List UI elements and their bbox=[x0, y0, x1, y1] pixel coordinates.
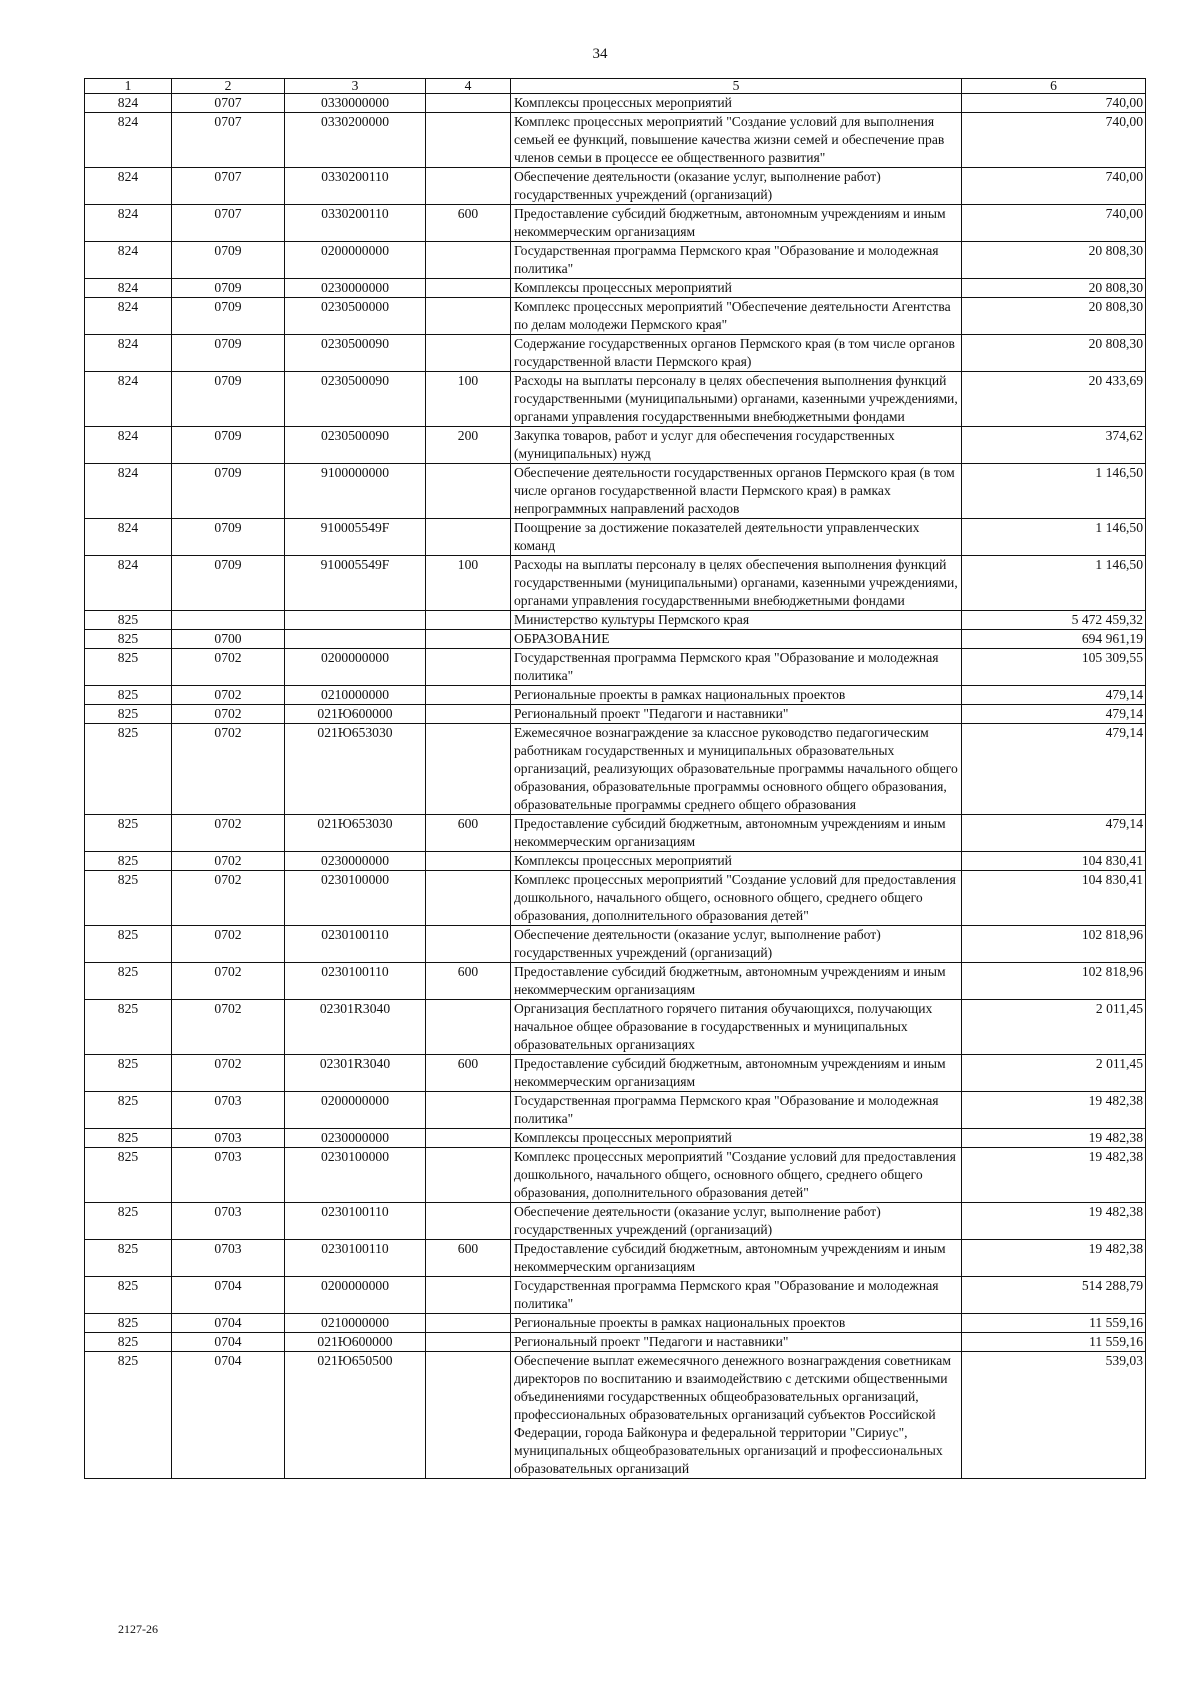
target-article-code-cell: 0230500090 bbox=[285, 335, 426, 372]
item-description-cell: Предоставление субсидий бюджетным, автономным учреждениям и иным некоммерческим организациям bbox=[511, 1240, 962, 1277]
target-article-code-cell: 0330200110 bbox=[285, 168, 426, 205]
item-description-cell: Расходы на выплаты персоналу в целях обеспечения выполнения функций государственными (муниципальными) органами, казенными учреждениями, органами управления государственными внебюджетными фондами bbox=[511, 372, 962, 427]
expense-type-code-cell bbox=[426, 705, 511, 724]
target-article-code-cell: 02301R3040 bbox=[285, 1055, 426, 1092]
item-description-cell: Комплексы процессных мероприятий bbox=[511, 1129, 962, 1148]
section-code-cell: 0702 bbox=[172, 1000, 285, 1055]
item-description-cell: Региональные проекты в рамках национальных проектов bbox=[511, 686, 962, 705]
target-article-code-cell: 0230000000 bbox=[285, 279, 426, 298]
amount-cell: 20 808,30 bbox=[962, 242, 1146, 279]
ministry-code-cell: 824 bbox=[85, 372, 172, 427]
target-article-code-cell: 0230100000 bbox=[285, 871, 426, 926]
amount-cell: 102 818,96 bbox=[962, 926, 1146, 963]
item-description-cell: Обеспечение деятельности государственных органов Пермского края (в том числе органов государственной власти Пермского края) в рамках непрограммных направлений расходов bbox=[511, 464, 962, 519]
section-code-cell: 0702 bbox=[172, 705, 285, 724]
expense-type-code-cell: 100 bbox=[426, 556, 511, 611]
target-article-code-cell: 0230100110 bbox=[285, 926, 426, 963]
ministry-code-cell: 824 bbox=[85, 335, 172, 372]
expense-type-code-cell bbox=[426, 926, 511, 963]
amount-cell: 694 961,19 bbox=[962, 630, 1146, 649]
table-row bbox=[85, 630, 1146, 649]
section-code-cell: 0707 bbox=[172, 205, 285, 242]
table-row bbox=[85, 427, 1146, 464]
ministry-code-cell: 824 bbox=[85, 298, 172, 335]
amount-cell: 740,00 bbox=[962, 168, 1146, 205]
section-code-cell: 0702 bbox=[172, 852, 285, 871]
table-row bbox=[85, 1000, 1146, 1055]
table-row bbox=[85, 372, 1146, 427]
section-code-cell: 0707 bbox=[172, 168, 285, 205]
ministry-code-cell: 825 bbox=[85, 1148, 172, 1203]
target-article-code-cell: 0330000000 bbox=[285, 94, 426, 113]
table-row bbox=[85, 464, 1146, 519]
expense-type-code-cell: 600 bbox=[426, 963, 511, 1000]
expense-type-code-cell: 600 bbox=[426, 1055, 511, 1092]
item-description-cell: Обеспечение деятельности (оказание услуг, выполнение работ) государственных учреждений (организаций) bbox=[511, 1203, 962, 1240]
item-description-cell: Комплекс процессных мероприятий "Создание условий для предоставления дошкольного, начального общего, основного общего, среднего общего образования, дополнительного образования детей" bbox=[511, 871, 962, 926]
table-row bbox=[85, 1129, 1146, 1148]
section-code-cell: 0703 bbox=[172, 1148, 285, 1203]
target-article-code-cell: 910005549F bbox=[285, 556, 426, 611]
section-code-cell: 0702 bbox=[172, 926, 285, 963]
item-description-cell: Государственная программа Пермского края "Образование и молодежная политика" bbox=[511, 649, 962, 686]
target-article-code-cell: 0230100110 bbox=[285, 1240, 426, 1277]
table-row bbox=[85, 724, 1146, 815]
table-row bbox=[85, 1148, 1146, 1203]
target-article-code-cell: 0330200000 bbox=[285, 113, 426, 168]
table-row bbox=[85, 871, 1146, 926]
target-article-code-cell: 0210000000 bbox=[285, 1314, 426, 1333]
table-row bbox=[85, 1055, 1146, 1092]
item-description-cell: Содержание государственных органов Пермского края (в том числе органов государственной власти Пермского края) bbox=[511, 335, 962, 372]
item-description-cell: Предоставление субсидий бюджетным, автономным учреждениям и иным некоммерческим организациям bbox=[511, 205, 962, 242]
ministry-code-cell: 824 bbox=[85, 427, 172, 464]
table-row bbox=[85, 963, 1146, 1000]
amount-cell: 479,14 bbox=[962, 815, 1146, 852]
section-code-cell: 0709 bbox=[172, 298, 285, 335]
target-article-code-cell bbox=[285, 611, 426, 630]
column-header-6: 6 bbox=[962, 79, 1146, 94]
amount-cell: 20 808,30 bbox=[962, 298, 1146, 335]
section-code-cell: 0703 bbox=[172, 1203, 285, 1240]
section-code-cell: 0707 bbox=[172, 94, 285, 113]
item-description-cell: Комплексы процессных мероприятий bbox=[511, 852, 962, 871]
item-description-cell: Комплексы процессных мероприятий bbox=[511, 279, 962, 298]
table-row bbox=[85, 611, 1146, 630]
target-article-code-cell: 0230000000 bbox=[285, 852, 426, 871]
amount-cell: 479,14 bbox=[962, 705, 1146, 724]
amount-cell: 740,00 bbox=[962, 94, 1146, 113]
section-code-cell: 0709 bbox=[172, 372, 285, 427]
table-row bbox=[85, 926, 1146, 963]
item-description-cell: Обеспечение деятельности (оказание услуг, выполнение работ) государственных учреждений (организаций) bbox=[511, 168, 962, 205]
expense-type-code-cell bbox=[426, 630, 511, 649]
target-article-code-cell: 0230000000 bbox=[285, 1129, 426, 1148]
table-row bbox=[85, 94, 1146, 113]
section-code-cell: 0703 bbox=[172, 1240, 285, 1277]
table-row bbox=[85, 1203, 1146, 1240]
item-description-cell: Региональный проект "Педагоги и наставники" bbox=[511, 705, 962, 724]
amount-cell: 740,00 bbox=[962, 113, 1146, 168]
expense-type-code-cell bbox=[426, 335, 511, 372]
ministry-code-cell: 825 bbox=[85, 1092, 172, 1129]
ministry-code-cell: 825 bbox=[85, 649, 172, 686]
amount-cell: 374,62 bbox=[962, 427, 1146, 464]
expense-type-code-cell bbox=[426, 168, 511, 205]
section-code-cell: 0702 bbox=[172, 815, 285, 852]
amount-cell: 19 482,38 bbox=[962, 1129, 1146, 1148]
table-row bbox=[85, 1240, 1146, 1277]
section-code-cell: 0702 bbox=[172, 686, 285, 705]
amount-cell: 20 433,69 bbox=[962, 372, 1146, 427]
table-row bbox=[85, 686, 1146, 705]
target-article-code-cell: 0230500000 bbox=[285, 298, 426, 335]
target-article-code-cell: 021Ю650500 bbox=[285, 1352, 426, 1479]
ministry-code-cell: 824 bbox=[85, 279, 172, 298]
table-row bbox=[85, 1092, 1146, 1129]
section-code-cell bbox=[172, 611, 285, 630]
table-row bbox=[85, 113, 1146, 168]
section-code-cell: 0702 bbox=[172, 963, 285, 1000]
ministry-code-cell: 824 bbox=[85, 113, 172, 168]
item-description-cell: Министерство культуры Пермского края bbox=[511, 611, 962, 630]
ministry-code-cell: 824 bbox=[85, 205, 172, 242]
column-header-2: 2 bbox=[172, 79, 285, 94]
item-description-cell: Обеспечение выплат ежемесячного денежного вознаграждения советникам директоров по воспитанию и взаимодействию с детскими общественными объединениями государственных общеобразовательных организаций, профессиональных образовательных организаций субъектов Российской Федерации, города Байконура и федеральной территории "Сириус", муниципальных общеобразовательных организаций и профессиональных образовательных организаций bbox=[511, 1352, 962, 1479]
ministry-code-cell: 825 bbox=[85, 815, 172, 852]
target-article-code-cell: 021Ю600000 bbox=[285, 1333, 426, 1352]
target-article-code-cell: 9100000000 bbox=[285, 464, 426, 519]
item-description-cell: Государственная программа Пермского края "Образование и молодежная политика" bbox=[511, 1092, 962, 1129]
amount-cell: 479,14 bbox=[962, 724, 1146, 815]
target-article-code-cell: 0230100110 bbox=[285, 963, 426, 1000]
amount-cell: 20 808,30 bbox=[962, 279, 1146, 298]
amount-cell: 11 559,16 bbox=[962, 1314, 1146, 1333]
expense-type-code-cell bbox=[426, 94, 511, 113]
item-description-cell: Поощрение за достижение показателей деятельности управленческих команд bbox=[511, 519, 962, 556]
table-row bbox=[85, 556, 1146, 611]
table-row bbox=[85, 335, 1146, 372]
table-row bbox=[85, 298, 1146, 335]
ministry-code-cell: 825 bbox=[85, 1352, 172, 1479]
amount-cell: 1 146,50 bbox=[962, 556, 1146, 611]
ministry-code-cell: 825 bbox=[85, 686, 172, 705]
target-article-code-cell: 0230100000 bbox=[285, 1148, 426, 1203]
ministry-code-cell: 825 bbox=[85, 852, 172, 871]
section-code-cell: 0702 bbox=[172, 871, 285, 926]
ministry-code-cell: 825 bbox=[85, 724, 172, 815]
table-row bbox=[85, 1333, 1146, 1352]
section-code-cell: 0700 bbox=[172, 630, 285, 649]
ministry-code-cell: 825 bbox=[85, 705, 172, 724]
ministry-code-cell: 825 bbox=[85, 1129, 172, 1148]
item-description-cell: Предоставление субсидий бюджетным, автономным учреждениям и иным некоммерческим организациям bbox=[511, 1055, 962, 1092]
section-code-cell: 0709 bbox=[172, 519, 285, 556]
amount-cell: 105 309,55 bbox=[962, 649, 1146, 686]
ministry-code-cell: 824 bbox=[85, 242, 172, 279]
item-description-cell: ОБРАЗОВАНИЕ bbox=[511, 630, 962, 649]
ministry-code-cell: 825 bbox=[85, 1203, 172, 1240]
expense-type-code-cell bbox=[426, 852, 511, 871]
expense-type-code-cell: 600 bbox=[426, 815, 511, 852]
expense-type-code-cell bbox=[426, 1092, 511, 1129]
ministry-code-cell: 825 bbox=[85, 1333, 172, 1352]
expense-type-code-cell bbox=[426, 464, 511, 519]
amount-cell: 479,14 bbox=[962, 686, 1146, 705]
section-code-cell: 0704 bbox=[172, 1333, 285, 1352]
section-code-cell: 0709 bbox=[172, 242, 285, 279]
section-code-cell: 0704 bbox=[172, 1314, 285, 1333]
table-row bbox=[85, 815, 1146, 852]
target-article-code-cell: 0230500090 bbox=[285, 427, 426, 464]
amount-cell: 19 482,38 bbox=[962, 1148, 1146, 1203]
target-article-code-cell: 0200000000 bbox=[285, 242, 426, 279]
table-row bbox=[85, 168, 1146, 205]
expense-type-code-cell: 600 bbox=[426, 1240, 511, 1277]
item-description-cell: Комплекс процессных мероприятий "Создание условий для выполнения семьей ее функций, повышение качества жизни семей и обеспечение прав членов семьи в процессе ее общественного развития" bbox=[511, 113, 962, 168]
ministry-code-cell: 825 bbox=[85, 1314, 172, 1333]
table-row bbox=[85, 1314, 1146, 1333]
table-row bbox=[85, 649, 1146, 686]
target-article-code-cell: 0230500090 bbox=[285, 372, 426, 427]
section-code-cell: 0709 bbox=[172, 464, 285, 519]
expense-type-code-cell bbox=[426, 1333, 511, 1352]
ministry-code-cell: 824 bbox=[85, 94, 172, 113]
amount-cell: 19 482,38 bbox=[962, 1092, 1146, 1129]
expense-type-code-cell bbox=[426, 649, 511, 686]
section-code-cell: 0702 bbox=[172, 649, 285, 686]
amount-cell: 514 288,79 bbox=[962, 1277, 1146, 1314]
expense-type-code-cell bbox=[426, 1203, 511, 1240]
budget-table bbox=[84, 78, 1146, 1479]
item-description-cell: Ежемесячное вознаграждение за классное руководство педагогическим работникам государственных и муниципальных образовательных организаций, реализующих образовательные программы начального общего образования, образовательные программы основного общего образования, образовательные программы среднего общего образования bbox=[511, 724, 962, 815]
table-row bbox=[85, 205, 1146, 242]
expense-type-code-cell bbox=[426, 1314, 511, 1333]
column-header-5: 5 bbox=[511, 79, 962, 94]
target-article-code-cell bbox=[285, 630, 426, 649]
ministry-code-cell: 825 bbox=[85, 1240, 172, 1277]
ministry-code-cell: 825 bbox=[85, 871, 172, 926]
section-code-cell: 0709 bbox=[172, 427, 285, 464]
amount-cell: 740,00 bbox=[962, 205, 1146, 242]
column-header-1: 1 bbox=[85, 79, 172, 94]
target-article-code-cell: 0200000000 bbox=[285, 1277, 426, 1314]
target-article-code-cell: 0230100110 bbox=[285, 1203, 426, 1240]
column-header-3: 3 bbox=[285, 79, 426, 94]
section-code-cell: 0703 bbox=[172, 1129, 285, 1148]
amount-cell: 539,03 bbox=[962, 1352, 1146, 1479]
target-article-code-cell: 021Ю653030 bbox=[285, 724, 426, 815]
column-number-row bbox=[85, 79, 1146, 94]
section-code-cell: 0704 bbox=[172, 1277, 285, 1314]
section-code-cell: 0709 bbox=[172, 279, 285, 298]
amount-cell: 104 830,41 bbox=[962, 852, 1146, 871]
column-header-4: 4 bbox=[426, 79, 511, 94]
target-article-code-cell: 910005549F bbox=[285, 519, 426, 556]
item-description-cell: Региональный проект "Педагоги и наставники" bbox=[511, 1333, 962, 1352]
expense-type-code-cell bbox=[426, 611, 511, 630]
section-code-cell: 0704 bbox=[172, 1352, 285, 1479]
expense-type-code-cell bbox=[426, 1129, 511, 1148]
target-article-code-cell: 0330200110 bbox=[285, 205, 426, 242]
amount-cell: 20 808,30 bbox=[962, 335, 1146, 372]
item-description-cell: Комплексы процессных мероприятий bbox=[511, 94, 962, 113]
target-article-code-cell: 0200000000 bbox=[285, 1092, 426, 1129]
ministry-code-cell: 824 bbox=[85, 519, 172, 556]
target-article-code-cell: 0210000000 bbox=[285, 686, 426, 705]
amount-cell: 1 146,50 bbox=[962, 519, 1146, 556]
ministry-code-cell: 825 bbox=[85, 1277, 172, 1314]
section-code-cell: 0702 bbox=[172, 1055, 285, 1092]
ministry-code-cell: 825 bbox=[85, 630, 172, 649]
table-row bbox=[85, 705, 1146, 724]
ministry-code-cell: 825 bbox=[85, 1055, 172, 1092]
section-code-cell: 0703 bbox=[172, 1092, 285, 1129]
table-row bbox=[85, 1277, 1146, 1314]
table-row bbox=[85, 519, 1146, 556]
section-code-cell: 0707 bbox=[172, 113, 285, 168]
page-number: 34 bbox=[592, 46, 608, 62]
amount-cell: 2 011,45 bbox=[962, 1055, 1146, 1092]
footer-code: 2127-26 bbox=[118, 1622, 158, 1636]
item-description-cell: Комплекс процессных мероприятий "Создание условий для предоставления дошкольного, начального общего, основного общего, среднего общего образования, дополнительного образования детей" bbox=[511, 1148, 962, 1203]
target-article-code-cell: 021Ю600000 bbox=[285, 705, 426, 724]
ministry-code-cell: 825 bbox=[85, 926, 172, 963]
expense-type-code-cell bbox=[426, 519, 511, 556]
ministry-code-cell: 824 bbox=[85, 464, 172, 519]
amount-cell: 19 482,38 bbox=[962, 1203, 1146, 1240]
table-row bbox=[85, 1352, 1146, 1479]
item-description-cell: Предоставление субсидий бюджетным, автономным учреждениям и иным некоммерческим организациям bbox=[511, 963, 962, 1000]
table-row bbox=[85, 242, 1146, 279]
expense-type-code-cell: 100 bbox=[426, 372, 511, 427]
expense-type-code-cell bbox=[426, 724, 511, 815]
amount-cell: 104 830,41 bbox=[962, 871, 1146, 926]
target-article-code-cell: 0200000000 bbox=[285, 649, 426, 686]
expense-type-code-cell: 200 bbox=[426, 427, 511, 464]
expense-type-code-cell bbox=[426, 871, 511, 926]
ministry-code-cell: 825 bbox=[85, 611, 172, 630]
item-description-cell: Предоставление субсидий бюджетным, автономным учреждениям и иным некоммерческим организациям bbox=[511, 815, 962, 852]
amount-cell: 2 011,45 bbox=[962, 1000, 1146, 1055]
expense-type-code-cell bbox=[426, 113, 511, 168]
expense-type-code-cell bbox=[426, 242, 511, 279]
section-code-cell: 0709 bbox=[172, 556, 285, 611]
expense-type-code-cell bbox=[426, 1000, 511, 1055]
section-code-cell: 0702 bbox=[172, 724, 285, 815]
item-description-cell: Комплекс процессных мероприятий "Обеспечение деятельности Агентства по делам молодежи Пермского края" bbox=[511, 298, 962, 335]
amount-cell: 102 818,96 bbox=[962, 963, 1146, 1000]
target-article-code-cell: 021Ю653030 bbox=[285, 815, 426, 852]
item-description-cell: Организация бесплатного горячего питания обучающихся, получающих начальное общее образование в государственных и муниципальных образовательных организациях bbox=[511, 1000, 962, 1055]
expense-type-code-cell bbox=[426, 1148, 511, 1203]
expense-type-code-cell bbox=[426, 279, 511, 298]
target-article-code-cell: 02301R3040 bbox=[285, 1000, 426, 1055]
expense-type-code-cell: 600 bbox=[426, 205, 511, 242]
ministry-code-cell: 825 bbox=[85, 1000, 172, 1055]
table-row bbox=[85, 279, 1146, 298]
amount-cell: 19 482,38 bbox=[962, 1240, 1146, 1277]
ministry-code-cell: 825 bbox=[85, 963, 172, 1000]
ministry-code-cell: 824 bbox=[85, 556, 172, 611]
amount-cell: 11 559,16 bbox=[962, 1333, 1146, 1352]
expense-type-code-cell bbox=[426, 686, 511, 705]
item-description-cell: Закупка товаров, работ и услуг для обеспечения государственных (муниципальных) нужд bbox=[511, 427, 962, 464]
table-body bbox=[85, 94, 1146, 1479]
item-description-cell: Расходы на выплаты персоналу в целях обеспечения выполнения функций государственными (муниципальными) органами, казенными учреждениями, органами управления государственными внебюджетными фондами bbox=[511, 556, 962, 611]
item-description-cell: Региональные проекты в рамках национальных проектов bbox=[511, 1314, 962, 1333]
item-description-cell: Государственная программа Пермского края "Образование и молодежная политика" bbox=[511, 1277, 962, 1314]
expense-type-code-cell bbox=[426, 1352, 511, 1479]
item-description-cell: Обеспечение деятельности (оказание услуг, выполнение работ) государственных учреждений (организаций) bbox=[511, 926, 962, 963]
amount-cell: 1 146,50 bbox=[962, 464, 1146, 519]
table-row bbox=[85, 852, 1146, 871]
amount-cell: 5 472 459,32 bbox=[962, 611, 1146, 630]
ministry-code-cell: 824 bbox=[85, 168, 172, 205]
item-description-cell: Государственная программа Пермского края "Образование и молодежная политика" bbox=[511, 242, 962, 279]
expense-type-code-cell bbox=[426, 298, 511, 335]
section-code-cell: 0709 bbox=[172, 335, 285, 372]
expense-type-code-cell bbox=[426, 1277, 511, 1314]
